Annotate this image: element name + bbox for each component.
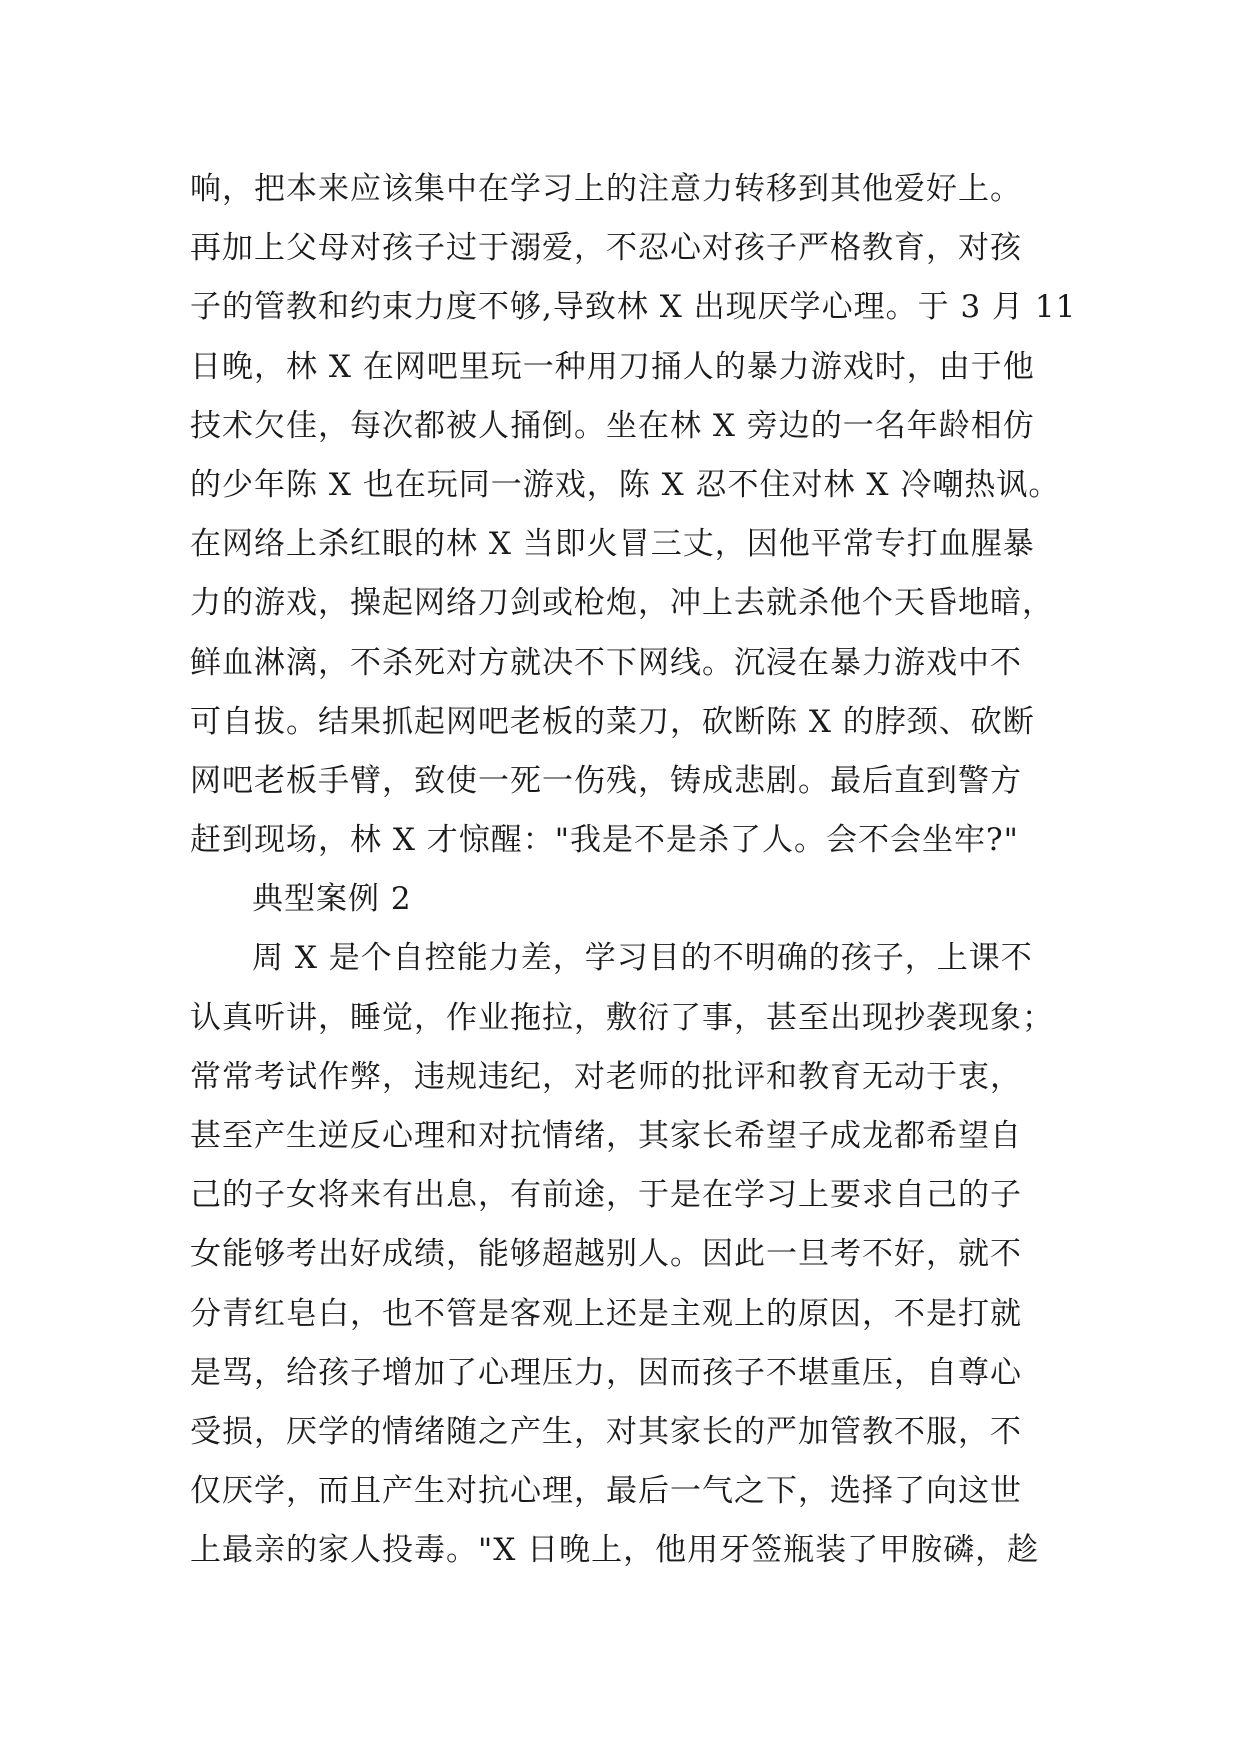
text-line: 网吧老板手臂，致使一死一伤残，铸成悲剧。最后直到警方 <box>190 762 1022 799</box>
text-line: 可自拔。结果抓起网吧老板的菜刀，砍断陈 X 的脖颈、砍断 <box>190 703 1035 740</box>
text-line: 受损，厌学的情绪随之产生，对其家长的严加管教不服，不 <box>190 1413 1022 1450</box>
body-text <box>190 160 1077 1581</box>
text-line: 周 X 是个自控能力差，学习目的不明确的孩子，上课不 <box>252 940 1033 977</box>
text-line: 技术欠佳，每次都被人捅倒。坐在林 X 旁边的一名年龄相仿 <box>190 407 1035 444</box>
text-line: 上最亲的家人投毒。"X 日晚上，他用牙签瓶装了甲胺磷，趁 <box>190 1532 1040 1569</box>
text-line: 女能够考出好成绩，能够超越别人。因此一旦考不好，就不 <box>190 1236 1022 1273</box>
text-line: 己的子女将来有出息，有前途，于是在学习上要求自己的子 <box>190 1177 1022 1214</box>
text-line: 在网络上杀红眼的林 X 当即火冒三丈，因他平常专打血腥暴 <box>190 526 1035 563</box>
text-line: 的少年陈 X 也在玩同一游戏，陈 X 忍不住对林 X 冷嘲热讽。 <box>190 466 1061 503</box>
text-line: 力的游戏，操起网络刀剑或枪炮，冲上去就杀他个天昏地暗， <box>190 585 1054 622</box>
text-line: 日晚，林 X 在网吧里玩一种用刀捅人的暴力游戏时，由于他 <box>190 348 1035 385</box>
text-line: 响，把本来应该集中在学习上的注意力转移到其他爱好上。 <box>190 171 1022 207</box>
section-heading: 典型案例 2 <box>252 881 412 918</box>
text-line: 子的管教和约束力度不够,导致林 X 出现厌学心理。于 3 月 11 <box>190 289 1077 326</box>
text-line: 赶到现场，林 X 才惊醒："我是不是杀了人。会不会坐牢?" <box>190 822 1019 859</box>
text-line: 分青红皂白，也不管是客观上还是主观上的原因，不是打就 <box>190 1295 1022 1332</box>
text-line: 再加上父母对孩子过于溺爱，不忍心对孩子严格教育，对孩 <box>190 230 1022 267</box>
text-line: 常常考试作弊，违规违纪，对老师的批评和教育无动于衷， <box>190 1058 1022 1095</box>
text-line: 是骂，给孩子增加了心理压力，因而孩子不堪重压，自尊心 <box>190 1354 1022 1391</box>
text-line: 仅厌学，而且产生对抗心理，最后一气之下，选择了向这世 <box>190 1473 1022 1510</box>
text-line: 鲜血淋漓，不杀死对方就决不下网线。沉浸在暴力游戏中不 <box>190 644 1022 681</box>
text-line: 甚至产生逆反心理和对抗情绪，其家长希望子成龙都希望自 <box>190 1118 1022 1154</box>
text-line: 认真听讲，睡觉，作业拖拉，敷衍了事，甚至出现抄袭现象； <box>190 999 1054 1036</box>
